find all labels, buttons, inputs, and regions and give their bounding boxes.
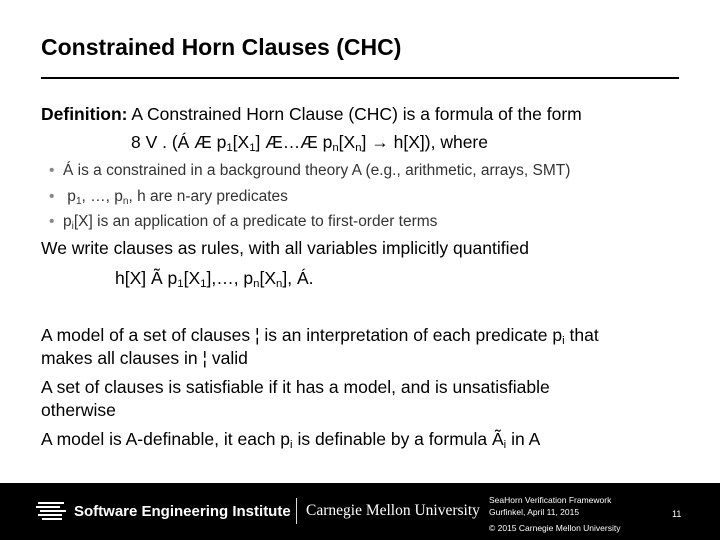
sei-logo-icon xyxy=(36,500,66,522)
sei-name: Software Engineering Institute xyxy=(74,502,291,520)
chc-formula: 8 V . (Á Æ $p_1[X_1]$ Æ…Æ $p_n[X_n] \to h[X]$), where xyxy=(131,132,488,154)
footer-info-author-date: Gurfinkel, April 11, 2015 xyxy=(489,507,580,517)
footer-info-title: SeaHorn Verification Framework xyxy=(489,495,612,505)
definition-label: Definition: xyxy=(41,104,128,124)
model-line-2: makes all clauses in ¦ valid xyxy=(41,348,248,368)
definable-line: A model is A-definable, it each $p_i$ is definable by a formula $Ã_i$ in A xyxy=(41,429,541,451)
bullet-dot-icon: • xyxy=(49,188,55,205)
page-number: 11 xyxy=(672,509,682,519)
cmu-name: Carnegie Mellon University xyxy=(306,502,480,519)
satisfiable-line-1: A set of clauses is satisfiable if it has a model, and is unsatisfiable xyxy=(41,377,550,397)
definition-text: A Constrained Horn Clause (CHC) is a formula of the form xyxy=(127,104,582,124)
title-divider xyxy=(41,77,679,79)
bullet-application: • $p_i[X]$ is an application of a predicate to first-order terms xyxy=(49,213,438,232)
slide-title: Constrained Horn Clauses (CHC) xyxy=(41,34,402,60)
sei-logo xyxy=(36,500,291,522)
rules-line: We write clauses as rules, with all variables implicitly quantified xyxy=(41,238,529,258)
footer-copyright: © 2015 Carnegie Mellon University xyxy=(489,523,621,533)
footer-divider xyxy=(296,498,297,524)
bullet-constraint: • Á is a constrained in a background theory A (e.g., arithmetic, arrays, SMT) xyxy=(49,162,571,179)
satisfiable-line-2: otherwise xyxy=(41,400,116,420)
definition-line xyxy=(41,104,582,125)
slide-footer xyxy=(0,483,720,540)
rule-formula: h[X] Ã $p_1[X_1],\dots$, $p_n[X_n]$, Á. xyxy=(115,268,314,290)
footer-info xyxy=(489,494,620,534)
bullet-dot-icon: • xyxy=(49,213,55,230)
model-line-1: A model of a set of clauses ¦ is an interpretation of each predicate $p_i$ that xyxy=(41,325,599,347)
implies-symbol: → xyxy=(371,132,389,152)
bullet-dot-icon: • xyxy=(49,162,55,179)
bullet-predicates: • $p_1$, …, $p_n$, h are n-ary predicates xyxy=(49,188,288,207)
